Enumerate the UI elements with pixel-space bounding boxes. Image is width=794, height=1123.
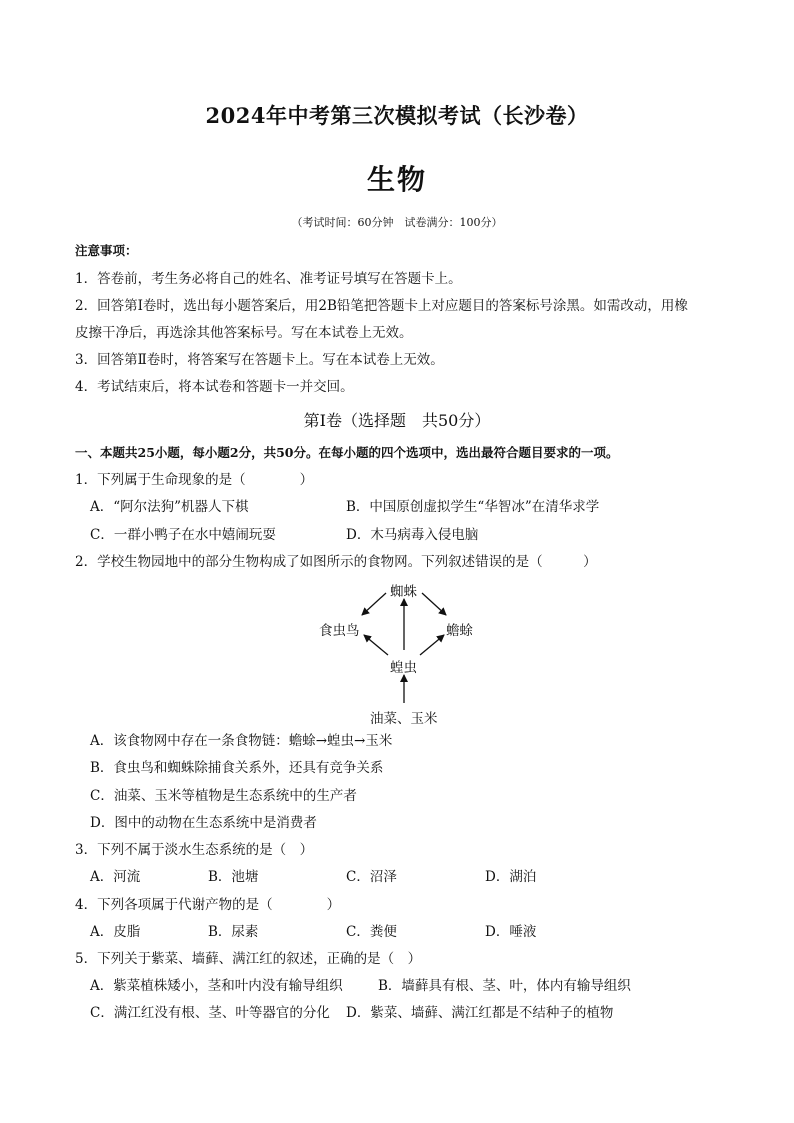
notes-item: 皮擦干净后，再选涂其他答案标号。写在本试卷上无效。 bbox=[75, 325, 413, 341]
node-insectivorous-bird: 食虫鸟 bbox=[319, 623, 360, 639]
node-toad: 蟾蜍 bbox=[446, 623, 473, 639]
notes-item: 2．回答第Ⅰ卷时，选出每小题答案后，用2B铅笔把答题卡上对应题目的答案标号涂黑。如需改动，用橡 bbox=[75, 298, 688, 314]
question-option: B．食虫鸟和蜘蛛除捕食关系外，还具有竞争关系 bbox=[90, 760, 384, 776]
question-option: C．一群小鸭子在水中嬉闹玩耍 bbox=[90, 527, 276, 543]
question-option: A．皮脂 bbox=[90, 924, 141, 940]
question-option: D．唾液 bbox=[485, 924, 537, 940]
question-option: C．满江红没有根、茎、叶等器官的分化 bbox=[90, 1005, 330, 1021]
notes-item: 1．答卷前，考生务必将自己的姓名、准考证号填写在答题卡上。 bbox=[75, 271, 462, 287]
question-stem: 1．下列属于生命现象的是（ ） bbox=[75, 472, 314, 488]
question-option: A．紫菜植株矮小，茎和叶内没有输导组织 bbox=[90, 978, 343, 994]
notes-heading: 注意事项： bbox=[75, 243, 138, 258]
exam-title: 2024年中考第三次模拟考试（长沙卷） bbox=[205, 103, 589, 128]
question-option: D．图中的动物在生态系统中是消费者 bbox=[90, 815, 317, 831]
question-option: A．该食物网中存在一条食物链：蟾蜍→蝗虫→玉米 bbox=[90, 733, 393, 749]
question-option: B．尿素 bbox=[208, 924, 259, 940]
notes-item: 4．考试结束后，将本试卷和答题卡一并交回。 bbox=[75, 379, 354, 395]
question-option: A．“阿尔法狗”机器人下棋 bbox=[90, 499, 249, 515]
exam-meta: （考试时间：60分钟 试卷满分：100分） bbox=[291, 216, 503, 229]
question-option: D．木马病毒入侵电脑 bbox=[346, 527, 479, 543]
exam-subject: 生物 bbox=[366, 163, 427, 196]
question-option: A．河流 bbox=[90, 869, 141, 885]
section-title: 第Ⅰ卷（选择题 共50分） bbox=[303, 411, 491, 430]
question-option: C．粪便 bbox=[346, 924, 397, 940]
question-option: C．沼泽 bbox=[346, 869, 397, 885]
node-spider: 蜘蛛 bbox=[390, 584, 417, 600]
section-instruction: 一、本题共25小题，每小题2分，共50分。在每小题的四个选项中，选出最符合题目要求的一项。 bbox=[75, 445, 619, 460]
arrow-spider-to-bird bbox=[362, 593, 386, 615]
question-stem: 3．下列不属于淡水生态系统的是（ ） bbox=[75, 842, 314, 858]
arrow-locust-to-toad bbox=[420, 635, 444, 655]
question-option: B．池塘 bbox=[208, 869, 259, 885]
node-locust: 蝗虫 bbox=[390, 660, 417, 676]
node-rapeseed-corn: 油菜、玉米 bbox=[370, 711, 438, 727]
question-stem: 4．下列各项属于代谢产物的是（ ） bbox=[75, 897, 341, 913]
question-option: D．湖泊 bbox=[485, 869, 537, 885]
arrow-spider-to-toad bbox=[422, 593, 446, 615]
question-option: B．墙藓具有根、茎、叶，体内有输导组织 bbox=[378, 978, 631, 994]
question-option: B．中国原创虚拟学生“华智冰”在清华求学 bbox=[346, 499, 600, 515]
question-option: D．紫菜、墙藓、满江红都是不结种子的植物 bbox=[346, 1005, 614, 1021]
question-option: C．油菜、玉米等植物是生态系统中的生产者 bbox=[90, 788, 357, 804]
question-stem: 2．学校生物园地中的部分生物构成了如图所示的食物网。下列叙述错误的是（ ） bbox=[75, 554, 597, 570]
notes-item: 3．回答第Ⅱ卷时，将答案写在答题卡上。写在本试卷上无效。 bbox=[75, 352, 444, 368]
question-stem: 5．下列关于紫菜、墙藓、满江红的叙述，正确的是（ ） bbox=[75, 951, 422, 967]
arrow-locust-to-bird bbox=[364, 635, 388, 655]
